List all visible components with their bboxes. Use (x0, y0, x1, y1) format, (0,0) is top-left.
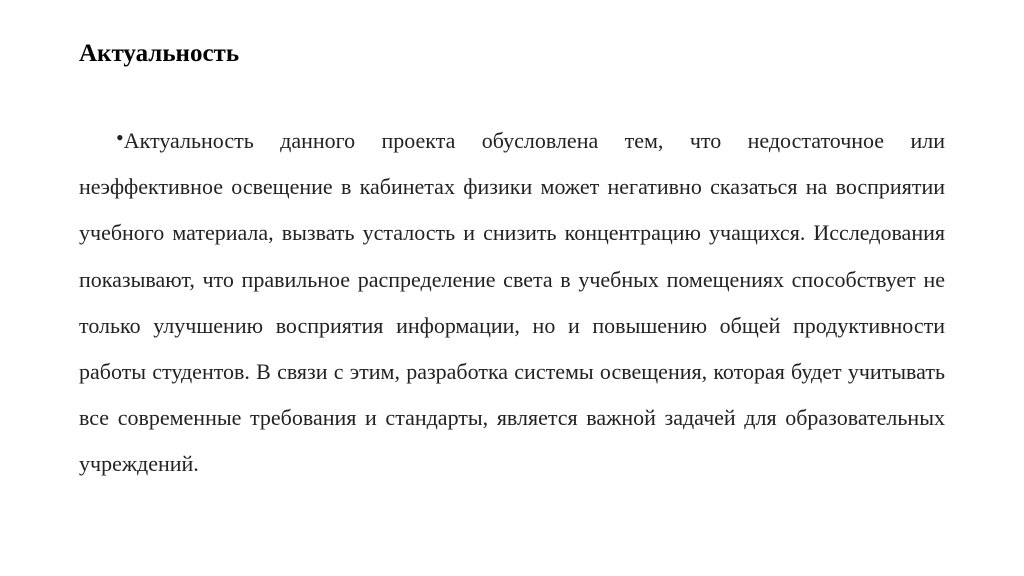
bullet-icon: • (116, 125, 124, 150)
slide-title: Актуальность (79, 40, 240, 67)
paragraph-text: Актуальность данного проекта обусловлена тем, что недостаточное или неэффективное освещение в кабинетах физики может негативно сказаться на восприятии учебного материала, вызвать усталость и снизить концентрацию учащихся. Исследования показывают, что правильное распределение света в учебных помещениях способствует не только улучшению восприятия информации, но и повышению общей продуктивности работы студентов. В связи с этим, разработка системы освещения, которая будет учитывать все современные требования и стандарты, является важной задачей для образовательных учреждений. (79, 128, 945, 477)
bullet-paragraph (79, 118, 945, 488)
